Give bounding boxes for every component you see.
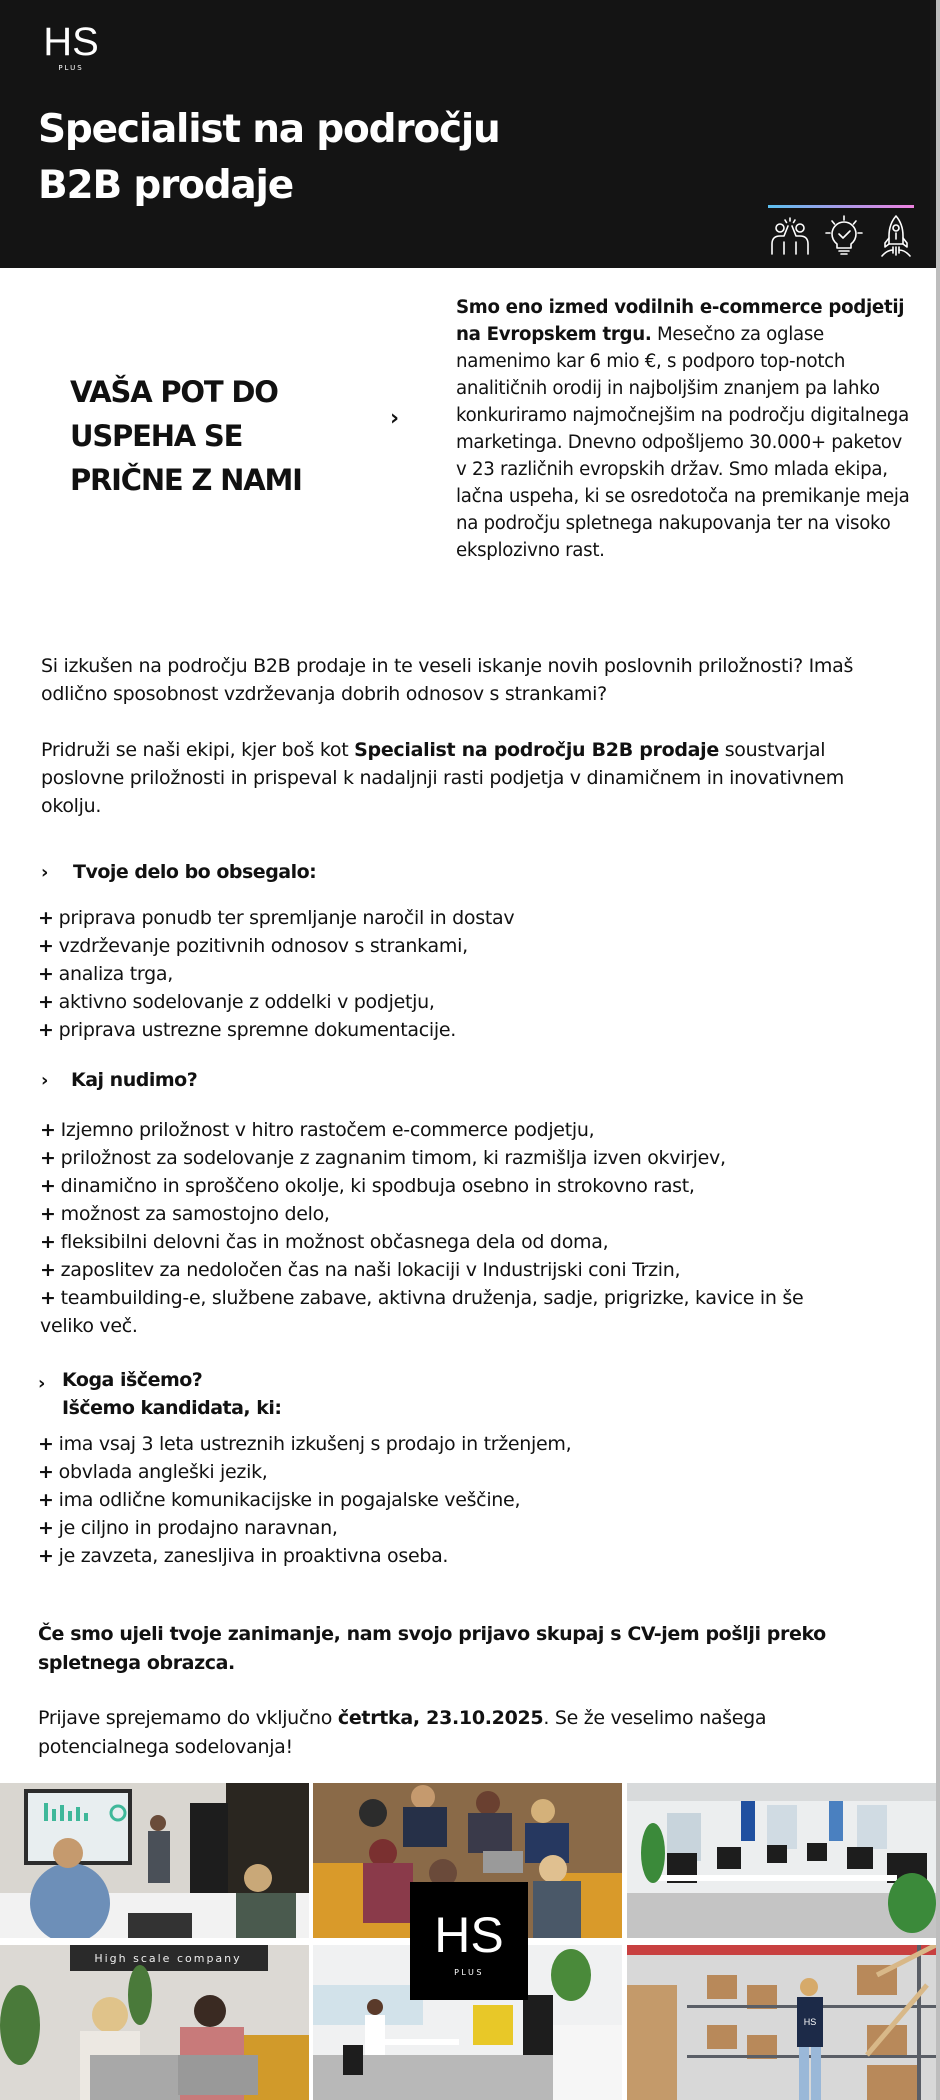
candidate-list — [38, 1430, 898, 1570]
duties-list — [38, 904, 898, 1044]
plus-icon: + — [40, 1231, 56, 1253]
plus-icon: + — [38, 1461, 54, 1483]
offer-list — [40, 1116, 900, 1340]
company-intro — [456, 294, 916, 564]
list-item-text: priprava ustrezne spremne dokumentacije. — [58, 1019, 456, 1041]
candidate-title-line-1: Koga iščemo? — [62, 1369, 203, 1391]
offer-title: Kaj nudimo? — [71, 1069, 198, 1091]
gallery-logo-text: HS — [434, 1907, 504, 1963]
logo-text: HS — [43, 20, 99, 64]
plus-icon: + — [38, 1517, 54, 1539]
chevron-right-icon: › — [38, 1373, 45, 1394]
company-logo — [38, 22, 104, 72]
list-item-text: možnost za samostojno delo, — [60, 1203, 330, 1225]
chevron-right-icon: › — [41, 862, 48, 883]
candidate-title — [62, 1366, 282, 1422]
plus-icon: + — [38, 907, 54, 929]
list-item — [38, 932, 898, 960]
header-banner — [0, 0, 936, 268]
list-item-text: je ciljno in prodajno naravnan, — [58, 1517, 338, 1539]
list-item-text: priložnost za sodelovanje z zagnanim timom, ki razmišlja izven okvirjev, — [60, 1147, 726, 1169]
list-item-text: vzdrževanje pozitivnih odnosov s strankami, — [58, 935, 468, 957]
high-five-icon — [768, 214, 812, 258]
slogan-line-1: VAŠA POT DO — [70, 375, 278, 409]
page-title — [38, 102, 500, 214]
plus-icon: + — [40, 1203, 56, 1225]
list-item — [40, 1144, 900, 1172]
title-line-2: B2B prodaje — [38, 163, 293, 208]
photo-colleagues-laptops — [0, 1945, 309, 2100]
photo-warehouse — [627, 1945, 936, 2100]
list-item — [38, 1458, 898, 1486]
join-text-before: Pridruži se naši ekipi, kjer boš kot — [41, 739, 355, 761]
list-item — [38, 904, 898, 932]
list-item-text: veliko več. — [40, 1315, 138, 1337]
plus-icon: + — [38, 1489, 54, 1511]
join-text-after: soustvarjal poslovne priložnosti in prispeval k nadaljnji rasti podjetja v dinamičnem in inovativnem okolju. — [41, 739, 844, 817]
plus-icon: + — [38, 935, 54, 957]
list-item — [40, 1256, 900, 1284]
slogan — [70, 370, 302, 502]
list-item-text: ima odlične komunikacijske in pogajalske veščine, — [58, 1489, 521, 1511]
title-line-1: Specialist na področju — [38, 107, 500, 152]
list-item-text: fleksibilni delovni čas in možnost občasnega dela od doma, — [60, 1231, 609, 1253]
gallery-center-logo — [410, 1882, 528, 2000]
list-item — [38, 1542, 898, 1570]
plus-icon: + — [40, 1147, 56, 1169]
list-item-text: aktivno sodelovanje z oddelki v podjetju, — [58, 991, 435, 1013]
deadline-text-after: . Se že veselimo našega potencialnega sodelovanja! — [38, 1707, 767, 1758]
list-item — [38, 1430, 898, 1458]
slogan-line-2: USPEHA SE — [70, 419, 243, 453]
list-item — [38, 1486, 898, 1514]
chevron-right-icon: › — [390, 406, 400, 431]
duties-heading — [41, 858, 316, 887]
logo-subtext: PLUS — [58, 64, 84, 72]
list-item-text: analiza trga, — [58, 963, 173, 985]
application-deadline — [38, 1704, 898, 1762]
list-item — [38, 988, 898, 1016]
list-item — [40, 1172, 900, 1200]
shirt-logo-text: HS — [803, 2017, 817, 2027]
list-item — [40, 1200, 900, 1228]
gallery-logo-subtext: PLUS — [454, 1968, 484, 1977]
apply-call-to-action: Če smo ujeli tvoje zanimanje, nam svojo prijavo skupaj s CV-jem pošlji preko spletnega obrazca. — [38, 1623, 826, 1674]
list-item-text: priprava ponudb ter spremljanje naročil in dostav — [58, 907, 515, 929]
candidate-heading — [38, 1366, 282, 1422]
plus-icon: + — [38, 1545, 54, 1567]
rocket-icon — [878, 214, 914, 258]
intro-text: Mesečno za oglase namenimo kar 6 mio €, s podporo top-notch analitičnih orodij in najboljšim znanjem pa lahko konkuriramo najmočnejšim na področju digitalnega marketinga. Dnevno odpošljemo 30.000+ paketov v 23 različnih evropskih držav. Smo mlada ekipa, lačna uspeha, ki se osredotoča na premikanje meja na področju spletnega nakupovanja ter na visoko eksplozivno rast. — [456, 324, 910, 561]
list-item-text: Izjemno priložnost v hitro rastočem e-commerce podjetju, — [60, 1119, 595, 1141]
photo-open-office — [627, 1783, 936, 1938]
list-item-text: je zavzeta, zanesljiva in proaktivna oseba. — [58, 1545, 449, 1567]
plus-icon: + — [40, 1175, 56, 1197]
lightbulb-check-icon — [822, 214, 866, 258]
list-item-text: ima vsaj 3 leta ustreznih izkušenj s prodajo in trženjem, — [58, 1433, 572, 1455]
list-item — [40, 1284, 900, 1312]
plus-icon: + — [40, 1119, 56, 1141]
list-item — [40, 1116, 900, 1144]
join-text-bold: Specialist na področju B2B prodaje — [354, 739, 719, 761]
banner-text: High scale company — [94, 1952, 242, 1965]
deadline-date: četrtka, 23.10.2025 — [337, 1707, 544, 1729]
slogan-line-3: PRIČNE Z NAMI — [70, 463, 302, 497]
photo-meeting-presentation — [0, 1783, 309, 1938]
list-item-continuation — [40, 1312, 900, 1340]
deadline-text-before: Prijave sprejemamo do vključno — [38, 1707, 338, 1729]
plus-icon: + — [38, 1433, 54, 1455]
page-right-edge — [936, 0, 940, 2100]
list-item — [40, 1228, 900, 1256]
list-item-text: zaposlitev za nedoločen čas na naši lokaciji v Industrijski coni Trzin, — [60, 1259, 681, 1281]
question-paragraph: Si izkušen na področju B2B prodaje in te veseli iskanje novih poslovnih priložnosti? Imaš odlično sposobnost vzdrževanja dobrih odnosov s strankami? — [41, 655, 854, 705]
list-item-text: dinamično in sproščeno okolje, ki spodbuja osebno in strokovno rast, — [60, 1175, 695, 1197]
chevron-right-icon: › — [41, 1070, 48, 1091]
intro-bold: Smo eno izmed vodilnih e-commerce podjetij na Evropskem trgu. — [456, 297, 905, 345]
plus-icon: + — [40, 1287, 56, 1309]
list-item-text: teambuilding-e, službene zabave, aktivna druženja, sadje, prigrizke, kavice in še — [60, 1287, 804, 1309]
accent-gradient-line — [768, 205, 914, 208]
candidate-title-line-2: Iščemo kandidata, ki: — [62, 1397, 282, 1419]
list-item — [38, 960, 898, 988]
offer-heading — [41, 1066, 197, 1095]
plus-icon: + — [38, 1019, 54, 1041]
list-item — [38, 1016, 898, 1044]
plus-icon: + — [40, 1259, 56, 1281]
header-icons — [768, 214, 918, 258]
join-paragraph — [41, 736, 901, 820]
duties-title: Tvoje delo bo obsegalo: — [73, 861, 317, 883]
list-item — [38, 1514, 898, 1542]
list-item-text: obvlada angleški jezik, — [58, 1461, 268, 1483]
plus-icon: + — [38, 991, 54, 1013]
plus-icon: + — [38, 963, 54, 985]
